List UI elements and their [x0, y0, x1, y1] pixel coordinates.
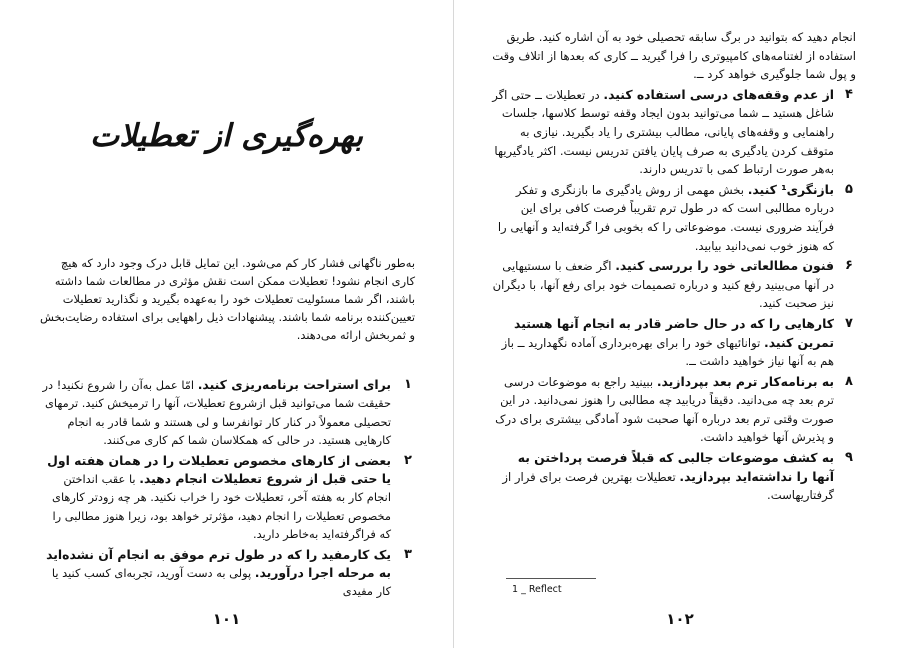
list-item [492, 86, 856, 179]
list-item [40, 546, 415, 601]
list-item [492, 315, 856, 371]
continuation-paragraph: انجام دهید که بتوانید در برگ سابقه تحصیلی خود به آن اشاره کنید. طریق استفاده از لغتنامه‌های کامپیوتری را فرا گیرید ــ کاری که بعدها از اتلاف وقت و پول شما جلوگیری خواهد کرد ــ. [492, 30, 856, 82]
page-102 [454, 0, 906, 648]
item-number: ۳ [404, 546, 412, 562]
item-body: بخش مهمی از روش یادگیری ما بازنگری و تفکر درباره مطالبی است که در طول ترم تقریباً فرصت کافی برای این فرآیند ضروری نیست. موضوعاتی را که بخوبی فرا گرفته‌اید و آنهایی را که هنوز خوب نمی‌دانید بیابید. [497, 182, 834, 253]
item-number: ۸ [845, 373, 853, 389]
item-lead: یک کارمفید را که در طول ترم موفق به انجام آن نشده‌اید به مرحله اجرا درآورید. [46, 546, 391, 581]
list-item [492, 257, 856, 313]
book-gutter [453, 0, 454, 648]
item-lead: به برنامه‌کار ترم بعد بپردازید. [656, 373, 834, 389]
item-number: ۹ [845, 450, 853, 466]
page-number: ۱۰۲ [666, 610, 694, 628]
item-lead: بعضی از کارهای مخصوص تعطیلات را در همان هفته اول یا حتی قبل از شروع تعطیلات انجام دهید. [47, 452, 391, 487]
page-101-list [40, 374, 415, 601]
item-body: امّا عمل به‌آن را شروع نکنید! در حقیقت شما می‌توانید قبل ازشروع تعطیلات، آنها را ترمیخش کنید. ترمهای تحصیلی معمولاً در کنار کار توانفرسا و لی هستند و شما قادر به انجام کارهایی هستید. در حالی که همکلاسان شما کم کاری می‌کنند. [42, 378, 391, 448]
item-lead: فنون مطالعاتی خود را بررسی کنید. [615, 258, 834, 274]
item-body: در تعطیلات ــ حتی اگر شاغل هستید ــ شما می‌توانید بدون ایجاد وقفه توسط کلاسها، جلسات راهنمایی و وقفه‌های پایانی، مطالب بیشتری را یاد بگیرید. نیازی به متوقف کردن یادگیری به صرف پایان یافتن تدریس نیست. اکثر یادگیریها به‌هر صورت ارتباط کمی با تدریس دارند. [492, 87, 834, 177]
page-102-body [492, 28, 856, 505]
item-lead: به کشف موضوعات جالبی که قبلاً فرصت پرداختن به آنها را نداشته‌اید بپردازید. [517, 450, 834, 484]
list-item [492, 181, 856, 255]
list-item [492, 449, 856, 505]
chapter-title: بهره‌گیری از تعطیلات [90, 118, 363, 154]
item-number: ۵ [845, 181, 853, 197]
list-item [492, 373, 856, 447]
item-number: ۲ [404, 452, 412, 468]
item-lead: بازنگری¹ کنید. [747, 181, 834, 197]
item-number: ۱ [404, 377, 412, 392]
intro-paragraph: به‌طور ناگهانی فشار کار کم می‌شود. این تمایل قابل درک وجود دارد که هیچ کاری انجام نشود! تعطیلات ممکن است نقش مؤثری در مطالعات شما داشته باشند، اگر شما مسئولیت تعطیلات خود را به‌عهده بگیرید و نگذارید تعطیلات تعیین‌کننده برنامه شما باشند. پیشنهادات ذیل راههایی برای استفاده رضایت‌بخش و ثمربخش ارائه می‌دهند. [40, 256, 415, 342]
footnote: 1 _ Reflect [512, 584, 562, 595]
list-item [40, 376, 415, 450]
item-body: تعطیلات بهترین فرصت برای فرار از گرفتاریهاست. [502, 469, 834, 503]
item-number: ۶ [845, 258, 853, 274]
item-body: با عقب انداختن انجام کار به هفته آخر، تعطیلات خود را خراب نکنید. هر چه زودتر کارهای مخصوص تعطیلات را انجام دهید، مؤثرتر خواهد بود، زیرا هنوز مطالبی را که فراگرفته‌اید به‌خاطر دارید. [52, 472, 391, 542]
footnote-divider [506, 578, 596, 579]
item-body: ببینید راجع به موضوعات درسی ترم بعد چه می‌دانید. دقیقاً دریابید چه مطالبی را هنوز نمی‌دانید. در این صورت وقتی ترم بعد درباره آنها صحبت شود آمادگی بیشتری برای درک و پذیرش آنها خواهید داشت. [495, 374, 834, 445]
item-lead: برای استراحت برنامه‌ریزی کنید. [197, 377, 391, 392]
item-number: ۷ [845, 315, 853, 331]
list-item [40, 452, 415, 544]
item-body: پولی به دست آورید، تجربه‌ای کسب کنید یا کار مفیدی [51, 566, 391, 599]
page-number: ۱۰۱ [212, 610, 241, 628]
item-body: اگر ضعف با سستیهایی در آنها می‌بینید رفع کنید و درباره تصمیمات خود برای رفع آنها، با دیگران نیز صحبت کنید. [492, 259, 834, 311]
item-number: ۴ [845, 86, 853, 102]
item-lead: از عدم وقفه‌های درسی استفاده کنید. [603, 86, 834, 102]
item-body: توانائیهای خود را برای بهره‌برداری آماده نگهدارید ــ باز هم به آنها نیاز خواهید داشت ــ. [501, 335, 834, 369]
item-lead: کارهایی را که در حال حاضر قادر به انجام آنها هستید تمرین کنید. [514, 315, 834, 350]
